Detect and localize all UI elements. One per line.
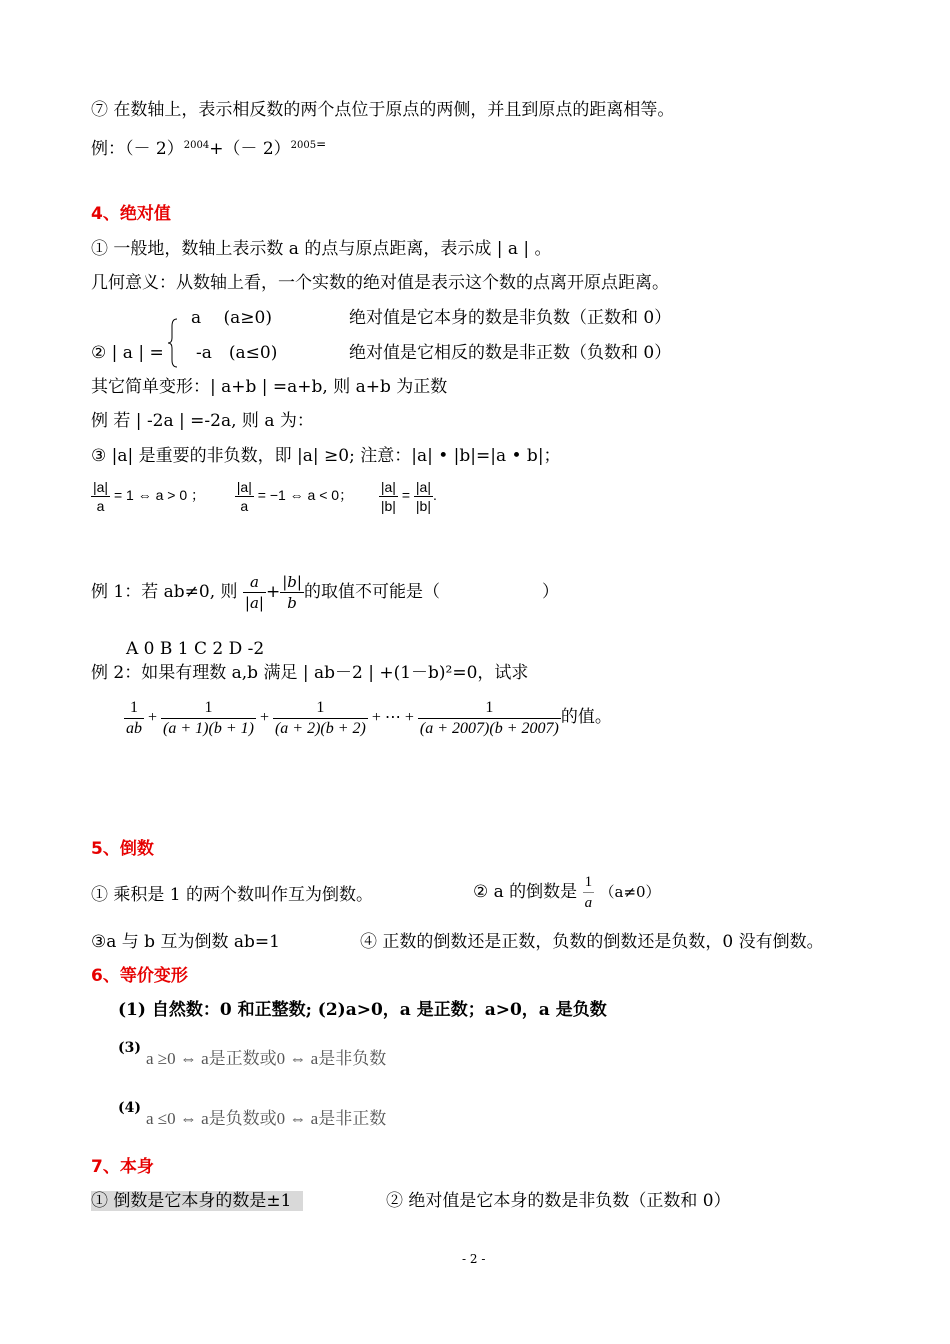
brace-icon (168, 318, 178, 368)
f3-num2: |a| (415, 479, 431, 495)
s5-l1b-prefix: ② a 的倒数是 (473, 882, 578, 902)
section-6-title: 6、等价变形 (91, 966, 188, 986)
sum-t1-n: 1 (124, 698, 144, 719)
case1-expr: a (a≥0) (191, 308, 272, 328)
s5-line2b: ④ 正数的倒数还是正数，负数的倒数还是负数，0 没有倒数。 (360, 932, 824, 952)
case2-desc: 绝对值是它相反的数是非正数（负数和 0） (349, 343, 672, 363)
formula3-frac-left (379, 478, 398, 515)
sum-dots: + ⋯ + (371, 709, 414, 727)
sum-plus2: + (259, 709, 269, 727)
sum-plus1: + (148, 709, 158, 727)
f1-num: |a| (93, 479, 109, 495)
formula2-frac (235, 478, 254, 515)
prop-7: ⑦ 在数轴上，表示相反数的两个点位于原点的两侧，并且到原点的距离相等。 (91, 100, 675, 120)
sum-term4 (418, 698, 561, 739)
ex-prefix: 例：（－ 2） (91, 139, 184, 159)
ex1-fa-d: |a| (244, 594, 264, 612)
s5-line1b (473, 872, 661, 913)
example-power (91, 133, 326, 160)
f3-num: |a| (380, 479, 396, 495)
s5-l1b-n: 1 (583, 872, 595, 893)
ex-exp1: 2004 (183, 140, 210, 151)
f3-den: |b| (380, 498, 396, 514)
ex1-fb-d: b (287, 594, 297, 612)
s7-line1 (91, 1190, 303, 1212)
ex1-fb-n: |b| (282, 573, 302, 591)
s4-line2: 几何意义：从数轴上看，一个实数的绝对值是表示这个数的点离开原点距离。 (91, 273, 669, 293)
sum-t4-n: 1 (418, 698, 561, 719)
s5-line2: ③a 与 b 互为倒数 ab=1 (91, 932, 280, 952)
sum-t1-d: ab (126, 720, 142, 737)
sum-t2-n: 1 (161, 698, 256, 719)
section-4-title: 4、绝对值 (91, 204, 171, 224)
s4-line5: ③ |a| 是重要的非负数，即 |a| ≥0; 注意：|a| • |b|=|a • b|； (91, 446, 561, 466)
ex1-options: A 0 B 1 C 2 D -2 (126, 639, 265, 659)
s4-line3: 其它简单变形：| a+b | =a+b, 则 a+b 为正数 (91, 377, 448, 397)
ex1-prefix: 例 1：若 ab≠0, 则 (91, 582, 238, 602)
s6-line1: (1) 自然数：0 和正整数; (2)a>0，a 是正数；a>0，a 是负数 (118, 1000, 607, 1020)
f2-num: |a| (236, 479, 252, 495)
example2: 例 2：如果有理数 a,b 满足 | ab－2 | +(1－b)²=0，试求 (91, 663, 529, 683)
s4-line4: 例 若 | -2a | =-2a, 则 a 为： (91, 411, 314, 431)
s6-line3-label: (3) (118, 1040, 141, 1056)
section-5-title: 5、倒数 (91, 839, 154, 859)
f1-rest: = 1 ⇔ a > 0 ； (113, 487, 206, 504)
sum-term3 (273, 698, 368, 739)
reciprocal-frac (583, 872, 595, 913)
s7-line1b: ② 绝对值是它本身的数是非负数（正数和 0） (386, 1191, 731, 1211)
f3-eq: = (401, 487, 411, 504)
ex1-frac-a (243, 572, 266, 613)
example1 (91, 572, 559, 613)
formula1-frac (91, 478, 110, 515)
f2-den: a (240, 498, 249, 514)
case1-desc: 绝对值是它本身的数是非负数（正数和 0） (349, 308, 672, 328)
sum-term1 (124, 698, 144, 739)
s6-line4: a ≤0 ⇔ a是负数或0 ⇔ a是非正数 (146, 1109, 387, 1128)
case2-expr: -a (a≤0) (196, 343, 278, 363)
f2-rest: = −1 ⇔ a < 0； (257, 487, 354, 504)
ex1-plus: + (265, 582, 281, 602)
abs-formulas (91, 478, 437, 515)
s4-line1: ① 一般地，数轴上表示数 a 的点与原点距离，表示成 | a | 。 (91, 239, 552, 259)
f1-den: a (96, 498, 105, 514)
ex1-frac-b (280, 572, 304, 613)
s6-line3: a ≥0 ⇔ a是正数或0 ⇔ a是非负数 (146, 1049, 387, 1068)
ex1-suffix: 的取值不可能是（ ） (303, 582, 559, 602)
sum-t3-d: (a + 2)(b + 2) (274, 720, 366, 737)
s7-line1-text: ① 倒数是它本身的数是±1 (91, 1191, 303, 1211)
sum-suffix: 的值。 (560, 707, 612, 728)
abs-lhs: ② | a | = (91, 343, 164, 363)
page-number: - 2 - (462, 1252, 486, 1266)
section-7-title: 7、本身 (91, 1157, 154, 1177)
sum-t4-d: (a + 2007)(b + 2007) (419, 720, 559, 737)
sum-expression (124, 698, 612, 739)
ex-mid: +（－ 2） (209, 139, 291, 159)
ex-exp2: 2005 (290, 140, 317, 151)
ex1-fa-n: a (243, 572, 266, 593)
f3-den2: |b| (415, 498, 431, 514)
s5-l1b-d: a (584, 895, 593, 911)
ex-end: = (316, 137, 327, 151)
f3-end: . (432, 487, 437, 504)
s5-line1: ① 乘积是 1 的两个数叫作互为倒数。 (91, 885, 374, 905)
sum-term2 (161, 698, 256, 739)
sum-t3-n: 1 (273, 698, 368, 719)
s5-l1b-suffix: （a≠0） (599, 883, 661, 901)
s6-line4-label: (4) (118, 1100, 141, 1116)
sum-t2-d: (a + 1)(b + 1) (163, 720, 254, 737)
formula3-frac-right (414, 478, 433, 515)
